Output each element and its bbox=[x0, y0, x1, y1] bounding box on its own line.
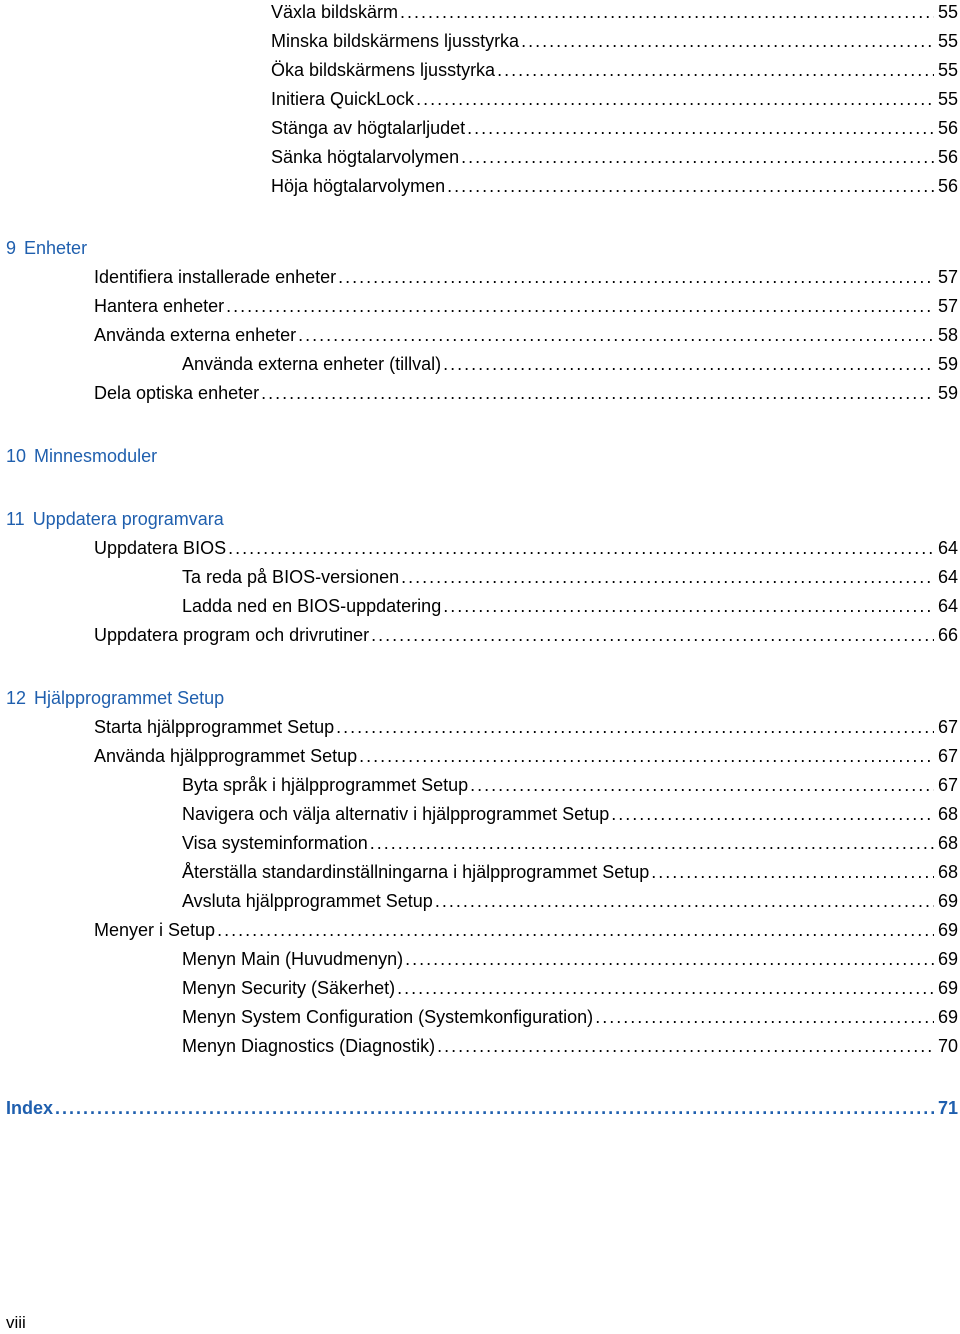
toc-entry-page: 69 bbox=[937, 920, 958, 940]
toc-entry-page: 58 bbox=[937, 325, 958, 345]
toc-entry[interactable] bbox=[271, 87, 958, 111]
leader-dots bbox=[497, 58, 934, 82]
toc-entry-page: 69 bbox=[937, 978, 958, 998]
chapter-title: Hjälpprogrammet Setup bbox=[34, 688, 225, 708]
toc-entry-title: Menyn Diagnostics (Diagnostik) bbox=[182, 1036, 436, 1056]
toc-subentry[interactable] bbox=[182, 565, 958, 589]
toc-entry-title: Byta språk i hjälpprogrammet Setup bbox=[182, 775, 469, 795]
toc-subentry[interactable] bbox=[182, 773, 958, 797]
toc-entry-title: Sänka högtalarvolymen bbox=[271, 147, 460, 167]
toc-entry-page: 64 bbox=[937, 567, 958, 587]
toc-subentry[interactable] bbox=[182, 889, 958, 913]
toc-entry[interactable] bbox=[271, 58, 958, 82]
toc-entry-title: Avsluta hjälpprogrammet Setup bbox=[182, 891, 433, 911]
leader-dots bbox=[400, 0, 934, 24]
toc-entry-title: Ta reda på BIOS-versionen bbox=[182, 567, 400, 587]
leader-dots bbox=[447, 174, 934, 198]
chapter-title: Uppdatera programvara bbox=[32, 509, 224, 529]
toc-entry-title: Menyn Main (Huvudmenyn) bbox=[182, 949, 404, 969]
toc-entry[interactable] bbox=[271, 174, 958, 198]
leader-dots bbox=[405, 947, 934, 971]
chapter-title: Enheter bbox=[24, 238, 88, 258]
leader-dots bbox=[437, 1034, 934, 1058]
chapter-number: 12 bbox=[6, 688, 27, 708]
leader-dots bbox=[461, 145, 934, 169]
leader-dots bbox=[467, 116, 934, 140]
toc-entry-title: Öka bildskärmens ljusstyrka bbox=[271, 60, 496, 80]
toc-entry-title: Uppdatera program och drivrutiner bbox=[94, 625, 370, 645]
chapter-heading[interactable] bbox=[6, 236, 87, 260]
toc-subentry[interactable] bbox=[182, 860, 958, 884]
leader-dots bbox=[595, 1005, 934, 1029]
toc-entry-title: Använda hjälpprogrammet Setup bbox=[94, 746, 358, 766]
leader-dots bbox=[521, 29, 934, 53]
toc-entry[interactable] bbox=[94, 715, 958, 739]
toc-subentry[interactable] bbox=[182, 947, 958, 971]
chapter-heading[interactable] bbox=[6, 507, 224, 531]
toc-entry-page: 64 bbox=[937, 538, 958, 558]
leader-dots bbox=[397, 976, 934, 1000]
toc-entry-page: 55 bbox=[937, 60, 958, 80]
toc-entry-page: 57 bbox=[937, 296, 958, 316]
toc-entry[interactable] bbox=[94, 323, 958, 347]
chapter-number: 10 bbox=[6, 446, 27, 466]
leader-dots bbox=[443, 594, 934, 618]
leader-dots bbox=[359, 744, 934, 768]
leader-dots bbox=[401, 565, 934, 589]
toc-subentry[interactable] bbox=[182, 802, 958, 826]
toc-entry-page: 56 bbox=[937, 118, 958, 138]
toc-entry[interactable] bbox=[94, 381, 958, 405]
toc-entry-title: Minska bildskärmens ljusstyrka bbox=[271, 31, 520, 51]
toc-entry-title: Återställa standardinställningarna i hjälpprogrammet Setup bbox=[182, 862, 650, 882]
toc-subentry[interactable] bbox=[182, 976, 958, 1000]
toc-subentry[interactable] bbox=[182, 1005, 958, 1029]
toc-entry-title: Stänga av högtalarljudet bbox=[271, 118, 466, 138]
toc-entry-title: Menyn System Configuration (Systemkonfiguration) bbox=[182, 1007, 594, 1027]
toc-entry-page: 57 bbox=[937, 267, 958, 287]
leader-dots bbox=[217, 918, 934, 942]
toc-entry-page: 56 bbox=[937, 147, 958, 167]
toc-entry-page: 67 bbox=[937, 746, 958, 766]
toc-entry[interactable] bbox=[94, 918, 958, 942]
index-page: 71 bbox=[937, 1098, 958, 1118]
toc-entry[interactable] bbox=[94, 623, 958, 647]
toc-entry-title: Hantera enheter bbox=[94, 296, 225, 316]
chapter-number: 11 bbox=[6, 509, 25, 529]
leader-dots bbox=[336, 715, 934, 739]
page-number: viii bbox=[6, 1313, 26, 1332]
toc-entry[interactable] bbox=[94, 294, 958, 318]
toc-entry-page: 55 bbox=[937, 2, 958, 22]
leader-dots bbox=[298, 323, 934, 347]
toc-subentry[interactable] bbox=[182, 352, 958, 376]
toc-entry-page: 55 bbox=[937, 31, 958, 51]
toc-entry-page: 67 bbox=[937, 717, 958, 737]
index-entry[interactable] bbox=[6, 1096, 958, 1120]
toc-entry-page: 64 bbox=[937, 596, 958, 616]
toc-entry-title: Initiera QuickLock bbox=[271, 89, 415, 109]
leader-dots bbox=[651, 860, 934, 884]
toc-entry-title: Dela optiska enheter bbox=[94, 383, 260, 403]
toc-entry-page: 69 bbox=[937, 949, 958, 969]
toc-entry-title: Menyer i Setup bbox=[94, 920, 216, 940]
toc-subentry[interactable] bbox=[182, 594, 958, 618]
chapter-heading[interactable] bbox=[6, 686, 224, 710]
toc-entry-page: 59 bbox=[937, 354, 958, 374]
leader-dots bbox=[416, 87, 934, 111]
leader-dots bbox=[611, 802, 934, 826]
leader-dots bbox=[55, 1096, 934, 1120]
toc-entry[interactable] bbox=[94, 265, 958, 289]
toc-entry-page: 67 bbox=[937, 775, 958, 795]
chapter-title: Minnesmoduler bbox=[34, 446, 158, 466]
toc-entry-page: 56 bbox=[937, 176, 958, 196]
toc-entry-page: 68 bbox=[937, 833, 958, 853]
toc-entry[interactable] bbox=[271, 29, 958, 53]
toc-entry-page: 68 bbox=[937, 862, 958, 882]
toc-entry-page: 59 bbox=[937, 383, 958, 403]
toc-entry[interactable] bbox=[94, 536, 958, 560]
chapter-heading[interactable] bbox=[6, 444, 157, 468]
leader-dots bbox=[226, 294, 934, 318]
toc-entry-title: Höja högtalarvolymen bbox=[271, 176, 446, 196]
toc-entry-title: Använda externa enheter (tillval) bbox=[182, 354, 442, 374]
toc-entry-title: Starta hjälpprogrammet Setup bbox=[94, 717, 335, 737]
toc-entry-title: Menyn Security (Säkerhet) bbox=[182, 978, 396, 998]
toc-entry-title: Ladda ned en BIOS-uppdatering bbox=[182, 596, 442, 616]
leader-dots bbox=[370, 831, 934, 855]
leader-dots bbox=[470, 773, 934, 797]
leader-dots bbox=[228, 536, 934, 560]
toc-entry-title: Navigera och välja alternativ i hjälpprogrammet Setup bbox=[182, 804, 610, 824]
toc-entry-page: 69 bbox=[937, 891, 958, 911]
toc-entry-title: Använda externa enheter bbox=[94, 325, 297, 345]
leader-dots bbox=[261, 381, 934, 405]
toc-entry-page: 70 bbox=[937, 1036, 958, 1056]
toc-entry-page: 68 bbox=[937, 804, 958, 824]
toc-entry-title: Uppdatera BIOS bbox=[94, 538, 227, 558]
toc-entry[interactable] bbox=[271, 145, 958, 169]
leader-dots bbox=[443, 352, 934, 376]
toc-entry-title: Identifiera installerade enheter bbox=[94, 267, 337, 287]
toc-entry-page: 66 bbox=[937, 625, 958, 645]
toc-entry-page: 69 bbox=[937, 1007, 958, 1027]
toc-entry-page: 55 bbox=[937, 89, 958, 109]
toc-entry[interactable] bbox=[94, 744, 958, 768]
chapter-number: 9 bbox=[6, 238, 17, 258]
toc-entry-title: Visa systeminformation bbox=[182, 833, 368, 853]
leader-dots bbox=[338, 265, 934, 289]
toc-subentry[interactable] bbox=[182, 1034, 958, 1058]
index-title: Index bbox=[6, 1098, 54, 1118]
toc-entry[interactable] bbox=[271, 116, 958, 140]
leader-dots bbox=[371, 623, 934, 647]
leader-dots bbox=[435, 889, 934, 913]
toc-entry[interactable] bbox=[271, 0, 958, 24]
toc-entry-title: Växla bildskärm bbox=[271, 2, 399, 22]
toc-subentry[interactable] bbox=[182, 831, 958, 855]
